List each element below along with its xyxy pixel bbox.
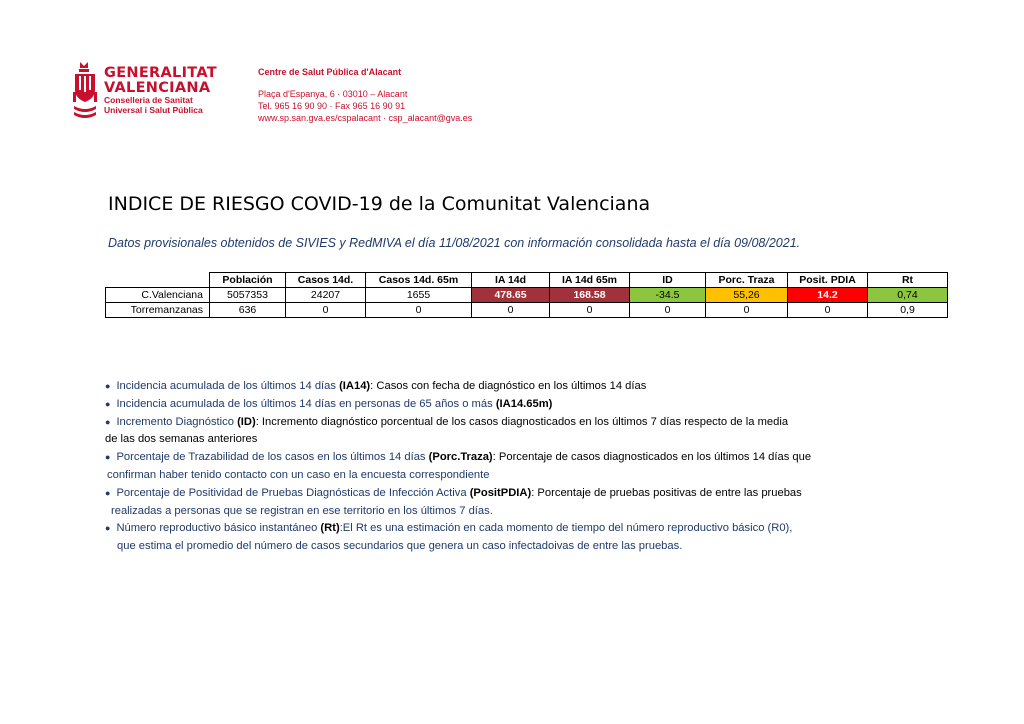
table-cell: 0 — [706, 303, 788, 318]
definition-desc-cont: que estima el promedio del número de casos secundarios que genera un caso infectadoivas de entre las pruebas. — [117, 540, 683, 553]
definition-key: (Porc.Traza) — [428, 451, 493, 464]
definition-desc: : Incremento diagnóstico porcentual de los casos diagnosticados en los últimos 7 días respecto de la media — [255, 415, 789, 428]
column-header: ID — [630, 273, 706, 288]
row-label: C.Valenciana — [106, 288, 210, 303]
table-cell: 0 — [472, 303, 550, 318]
bullet-icon: ● — [105, 416, 111, 427]
bullet-icon: ● — [105, 523, 111, 534]
column-header: IA 14d 65m — [550, 273, 630, 288]
column-header: Población — [210, 273, 286, 288]
definition-key: (IA14) — [339, 380, 371, 392]
bullet-icon: ● — [105, 487, 111, 498]
generalitat-logo — [72, 58, 222, 124]
definition-ia14 — [105, 378, 905, 396]
definitions-list — [105, 378, 905, 556]
logo-line-4: Universal i Salut Pública — [104, 104, 203, 115]
table-cell: 5057353 — [210, 288, 286, 303]
definition-desc-cont: confirman haber tenido contacto con un caso en la encuesta correspondiente — [107, 468, 490, 481]
definition-text: Incidencia acumulada de los últimos 14 días en personas de 65 años o más — [116, 397, 496, 410]
table-cell: 14.2 — [788, 288, 868, 303]
definition-desc: : Porcentaje de casos diagnosticados en los últimos 14 días que — [492, 451, 812, 464]
table-cell: 0 — [788, 303, 868, 318]
table-cell: 0,9 — [868, 303, 948, 318]
center-web-link[interactable]: www.sp.san.gva.es/cspalacant · csp_alacant@gva.es — [258, 113, 473, 123]
table-cell: 24207 — [286, 288, 366, 303]
definition-desc-cont: realizadas a personas que se registran en ese territorio en los últimos 7 días. — [111, 504, 493, 517]
column-header: Posit. PDIA — [788, 273, 868, 288]
logo-text — [104, 66, 217, 115]
page-title: INDICE DE RIESGO COVID-19 de la Comunitat Valenciana — [108, 193, 651, 215]
column-header: Casos 14d. 65m — [366, 273, 472, 288]
definition-text: Incidencia acumulada de los últimos 14 días — [116, 380, 340, 392]
center-contact-block — [258, 66, 472, 124]
column-header: Casos 14d. — [286, 273, 366, 288]
definition-key: (Rt) — [320, 522, 340, 535]
definition-id — [105, 414, 905, 450]
table-cell: 1655 — [366, 288, 472, 303]
column-header: IA 14d — [472, 273, 550, 288]
definition-rt — [105, 520, 905, 556]
table-header-row — [106, 273, 948, 288]
table-cell: -34.5 — [630, 288, 706, 303]
table-row — [106, 288, 948, 303]
center-name: Centre de Salut Pública d'Alacant — [258, 67, 402, 77]
table-cell: 0 — [366, 303, 472, 318]
bullet-icon: ● — [105, 452, 111, 463]
definition-text: Porcentaje de Positividad de Pruebas Diagnósticas de Infección Activa — [116, 486, 470, 499]
definition-key: (IA14.65m) — [495, 397, 553, 410]
bullet-icon: ● — [105, 381, 111, 391]
definition-desc: : Casos con fecha de diagnóstico en los últimos 14 días — [370, 380, 647, 392]
column-header: Rt — [868, 273, 948, 288]
definition-key: (ID) — [237, 415, 256, 428]
table-cell: 168.58 — [550, 288, 630, 303]
definition-desc-cont: de las dos semanas anteriores — [105, 433, 258, 446]
definition-text: Número reproductivo básico instantáneo — [116, 522, 321, 535]
definition-key: (PositPDIA) — [469, 486, 532, 499]
table-cell: 636 — [210, 303, 286, 318]
table-corner — [106, 273, 210, 288]
logo-line-2: VALENCIANA — [104, 80, 211, 96]
table-cell: 478.65 — [472, 288, 550, 303]
logo-line-3: Conselleria de Sanitat — [104, 95, 193, 105]
definition-text: Incremento Diagnóstico — [116, 415, 238, 428]
table-cell: 0 — [550, 303, 630, 318]
definition-desc: :El Rt es una estimación en cada momento de tiempo del número reproductivo básico (R0), — [339, 522, 793, 535]
column-header: Porc. Traza — [706, 273, 788, 288]
definition-posit-pdia — [105, 485, 905, 521]
definition-porc-traza — [105, 449, 905, 485]
generalitat-emblem-icon — [72, 60, 98, 120]
definition-text: Porcentaje de Trazabilidad de los casos en los últimos 14 días — [116, 451, 429, 464]
center-address: Plaça d'Espanya, 6 · 03010 – Alacant — [258, 89, 408, 99]
center-phone: Tel. 965 16 90 90 · Fax 965 16 90 91 — [258, 101, 406, 111]
definition-ia14-65m — [105, 396, 905, 414]
logo-line-1: GENERALITAT — [104, 65, 217, 81]
definition-desc: : Porcentaje de pruebas positivas de entre las pruebas — [531, 486, 802, 499]
row-label: Torremanzanas — [106, 303, 210, 318]
table-cell: 0 — [630, 303, 706, 318]
table-cell: 55,26 — [706, 288, 788, 303]
table-row — [106, 303, 948, 318]
page-subtitle: Datos provisionales obtenidos de SIVIES y RedMIVA el día 11/08/2021 con información consolidada hasta el día 09/08/2021. — [108, 236, 801, 250]
table-cell: 0,74 — [868, 288, 948, 303]
risk-index-table — [105, 272, 948, 318]
bullet-icon: ● — [105, 398, 111, 409]
table-cell: 0 — [286, 303, 366, 318]
